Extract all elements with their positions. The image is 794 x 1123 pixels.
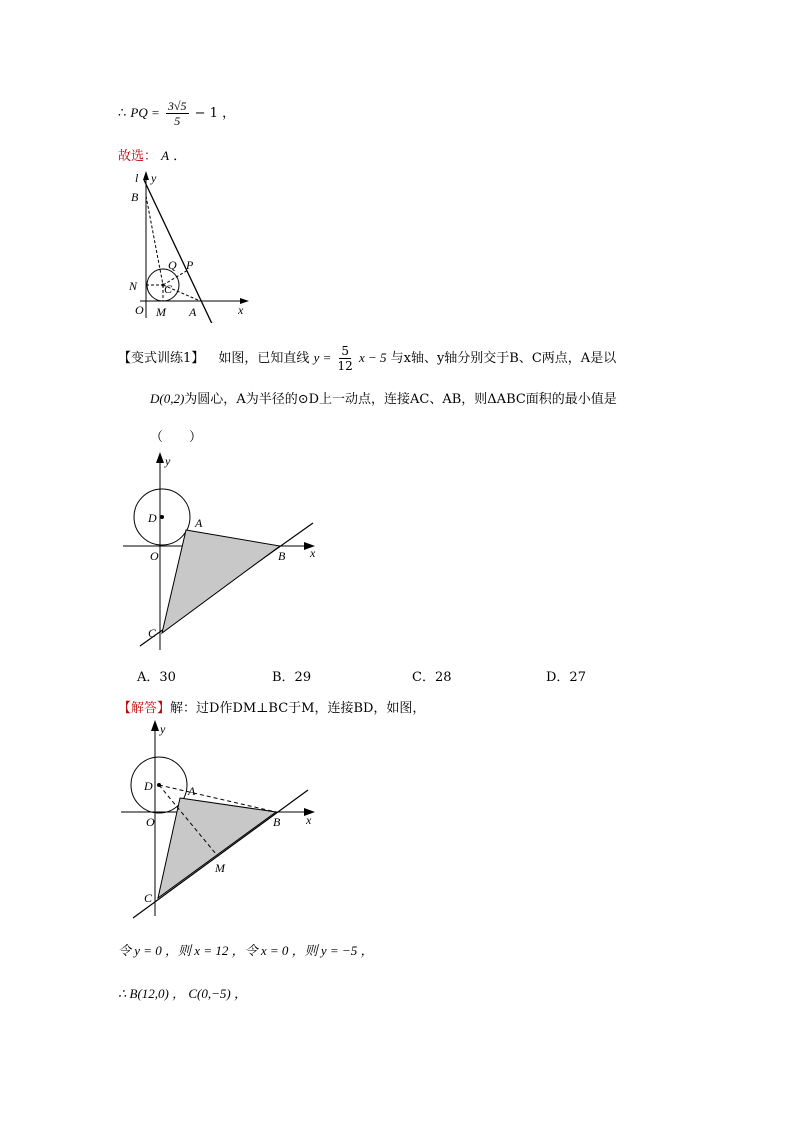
problem-numerator: 5: [341, 344, 349, 358]
problem-denominator: 12: [337, 359, 353, 373]
fig1-label-n: N: [129, 279, 138, 293]
fig3-label-x: x: [306, 813, 312, 827]
problem-eq-y: y =: [313, 350, 332, 365]
problem-point-d: D(0,2): [150, 391, 185, 406]
choose-answer: A: [161, 148, 170, 163]
problem-eq-tail: x − 5: [358, 350, 387, 365]
problem-line-1: [118, 345, 616, 372]
fig3-label-y: y: [160, 722, 166, 736]
answer-line: [118, 697, 425, 716]
fig3-label-a: A: [188, 784, 196, 798]
fig1-label-o: O: [135, 303, 144, 317]
figure-2-diagram: [118, 450, 328, 655]
pq-tail: − 1 ，: [194, 106, 236, 121]
choose-label: 故选：: [118, 149, 158, 164]
figure-3-diagram: [118, 718, 328, 923]
fig3-label-o: O: [146, 815, 155, 829]
fig3-label-c: C: [144, 891, 153, 905]
fig2-label-b: B: [278, 549, 286, 563]
choice-b[interactable]: B．29: [272, 670, 312, 685]
problem-text-1: 如图，已知直线: [218, 351, 310, 366]
figure-1-diagram: [118, 168, 258, 323]
therefore-symbol: ∴: [118, 106, 127, 121]
fig2-center-d: [160, 515, 164, 519]
problem-text-3: 为圆心，: [184, 392, 237, 407]
fig1-line-l: [144, 180, 214, 323]
fig1-label-a: A: [189, 305, 197, 319]
choose-tail: ．: [173, 149, 187, 164]
fig2-label-x: x: [310, 546, 316, 560]
pq-lhs: PQ =: [130, 105, 160, 120]
fig1-y-arrow: [143, 171, 149, 180]
choice-d[interactable]: D．27: [546, 670, 586, 685]
fig3-y-arrow: [151, 720, 159, 731]
fig2-label-d: D: [148, 511, 157, 525]
pq-numerator: 3√5: [167, 99, 187, 113]
fig3-label-d: D: [144, 779, 153, 793]
choice-c[interactable]: C．28: [412, 670, 452, 685]
pq-fraction: [166, 100, 189, 127]
fig3-label-b: B: [273, 815, 281, 829]
fig2-label-o: O: [150, 549, 159, 563]
problem-tag: 【变式训练1】: [118, 351, 205, 366]
fig3-triangle-abc: [158, 798, 276, 898]
fig2-y-arrow: [156, 452, 164, 463]
choice-a[interactable]: A．30: [137, 670, 176, 685]
problem-paren: （ ）: [150, 430, 203, 445]
result-line-pq: [118, 100, 235, 127]
fig1-label-x: x: [238, 303, 244, 317]
pq-denominator: 5: [174, 114, 181, 128]
problem-text-4: A为半径的⊙D上一动点，连接AC、AB，则ΔABC面积的最小值是: [236, 392, 617, 407]
problem-fraction: [338, 345, 353, 372]
answer-text: 解：过D作DM⊥BC于M，连接BD，如图，: [170, 701, 426, 716]
choose-line: [118, 145, 186, 164]
fig1-label-l: l: [135, 171, 139, 185]
answer-tag: 【解答】: [118, 701, 171, 716]
fig2-label-c: C: [148, 626, 157, 640]
problem-line-2: [150, 388, 617, 407]
fig2-label-a: A: [195, 516, 203, 530]
fig1-label-p: P: [186, 258, 194, 272]
points-line: ∴ B(12,0) ， C(0,−5) ，: [118, 986, 247, 1001]
fig1-label-m: M: [156, 305, 166, 319]
fig2-triangle-abc: [162, 530, 280, 633]
fig1-label-y: y: [151, 171, 157, 185]
problem-text-2: 与x轴、y轴分别交于B、C两点，A是以: [390, 351, 617, 366]
fig3-label-m: M: [215, 861, 225, 875]
fig2-label-y: y: [165, 454, 171, 468]
substitution-line: 令 y = 0 ，则 x = 12 ，令 x = 0 ，则 y = −5 ，: [118, 943, 374, 958]
fig1-label-b: B: [131, 190, 139, 204]
fig1-label-q: Q: [168, 258, 177, 272]
fig1-label-c: C: [164, 282, 173, 296]
